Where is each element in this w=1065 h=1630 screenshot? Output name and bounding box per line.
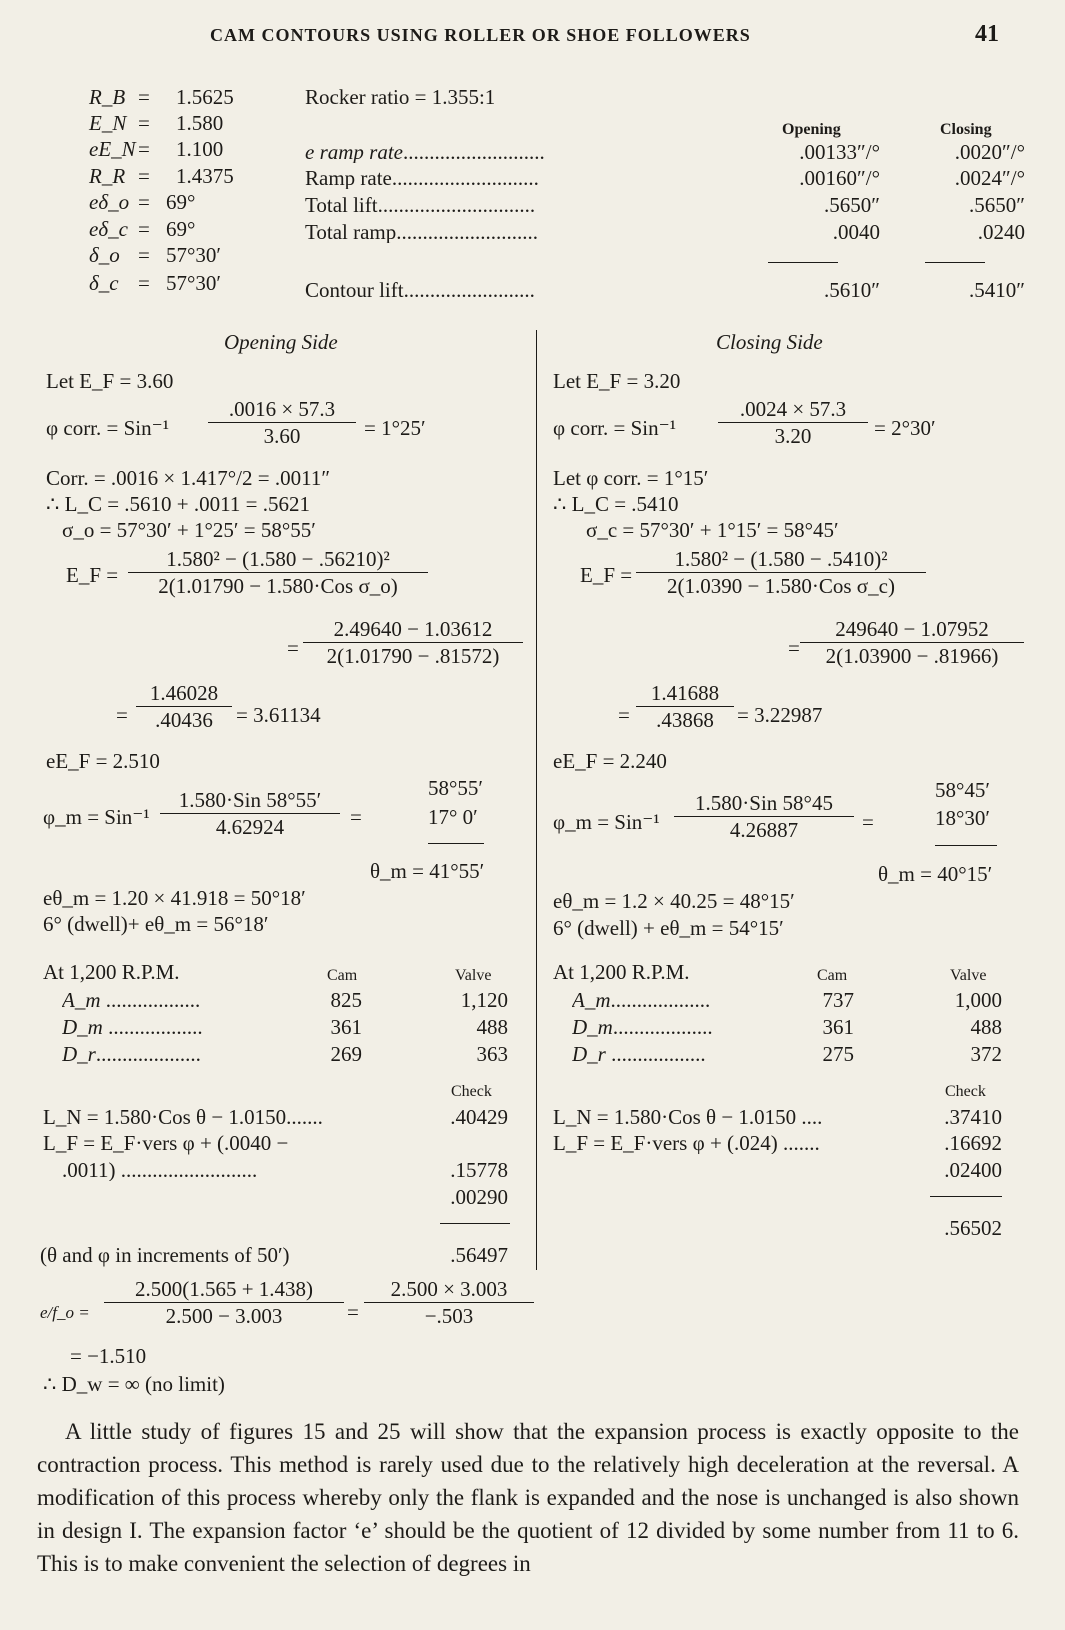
const-eq: = <box>138 243 150 267</box>
cam-value: 361 <box>822 1015 854 1039</box>
const-symbol: δ_c <box>89 271 119 295</box>
table-row: D_r.................... <box>62 1044 201 1065</box>
phim-lhs: φ_m = Sin⁻¹ <box>43 805 150 829</box>
cam-value: 275 <box>822 1042 854 1066</box>
dwell-line: 6° (dwell) + eθ_m = 54°15′ <box>553 916 784 940</box>
section-heading: Opening Side <box>224 330 338 354</box>
const-symbol: eE_N <box>89 137 136 161</box>
col-header-opening: Opening <box>782 121 841 138</box>
extra-value: .00290 <box>450 1185 508 1209</box>
lift-opening-value: .0040 <box>832 220 880 244</box>
const-value: 1.5625 <box>176 85 234 109</box>
ef-result: = 3.22987 <box>737 703 823 727</box>
const-symbol: E_N <box>89 111 127 135</box>
phi-corr-fraction: .0024 × 57.3 3.20 <box>718 398 868 447</box>
lift-row-label: Total lift.............................. <box>305 195 536 216</box>
phim-angle-b: 18°30′ <box>935 806 990 830</box>
const-value: 1.580 <box>176 111 224 135</box>
lf-value: .15778 <box>450 1158 508 1182</box>
let-phi-line: Let φ corr. = 1°15′ <box>553 466 709 490</box>
extra-value: .02400 <box>944 1158 1002 1182</box>
check-label: Check <box>451 1083 492 1100</box>
ef-lhs: e/f_o = <box>40 1303 90 1322</box>
eef-line: eE_F = 2.510 <box>46 749 160 773</box>
table-row: D_m................... <box>572 1017 713 1038</box>
ln-value: .40429 <box>450 1105 508 1129</box>
sub-rule <box>935 845 997 846</box>
phim-angle-a: 58°55′ <box>428 776 483 800</box>
eef-line: eE_F = 2.240 <box>553 749 667 773</box>
lf-line-cont: .0011) .......................... <box>62 1160 258 1181</box>
const-eq: = <box>138 137 150 161</box>
const-eq: = <box>138 271 150 295</box>
col-header-cam: Cam <box>327 967 358 984</box>
phim-angle-b: 17° 0′ <box>428 805 478 829</box>
ln-value: .37410 <box>944 1105 1002 1129</box>
valve-value: 1,000 <box>954 988 1002 1012</box>
rpm-heading: At 1,200 R.P.M. <box>43 960 180 984</box>
const-value: 69° <box>166 190 196 214</box>
valve-value: 363 <box>476 1042 508 1066</box>
lf-line: L_F = E_F·vers φ + (.0040 − <box>43 1131 289 1155</box>
phi-corr-lhs: φ corr. = Sin⁻¹ <box>553 416 677 440</box>
body-paragraph: A little study of figures 15 and 25 will show that the expansion process is exactly opposite to the contraction process. This method is rarely used due to the relatively high deceleration at the reversal. A modification of this process whereby only the flank is expanded and the nose is unchanged is also shown in design I. The expansion factor ‘e’ should be the quotient of 12 divided by some number from 11 to 6. This is to make convenient the selection of degrees in <box>37 1419 1019 1576</box>
equals: = <box>788 636 800 660</box>
ef-lhs: E_F = <box>66 563 119 587</box>
lift-row-label: Contour lift......................... <box>305 280 535 301</box>
etheta-line: eθ_m = 1.2 × 40.25 = 48°15′ <box>553 889 795 913</box>
phi-corr-result: = 1°25′ <box>364 416 426 440</box>
equals: = <box>862 810 874 834</box>
lift-closing-value: .5410″ <box>969 278 1025 302</box>
sum-rule <box>930 1196 1002 1197</box>
valve-value: 488 <box>970 1015 1002 1039</box>
page-number: 41 <box>975 21 999 47</box>
col-header-closing: Closing <box>940 121 992 138</box>
expansion-fraction-1: 2.500(1.565 + 1.438) 2.500 − 3.003 <box>104 1278 344 1327</box>
expansion-result: = −1.510 <box>70 1344 147 1368</box>
ef-step2-fraction: 2.49640 − 1.03612 2(1.01790 − .81572) <box>303 618 523 667</box>
phim-angle-a: 58°45′ <box>935 778 990 802</box>
lift-closing-value: .0240 <box>977 220 1025 244</box>
lift-opening-value: .5610″ <box>824 278 880 302</box>
table-row: D_m .................. <box>62 1017 203 1038</box>
const-eq: = <box>138 164 150 188</box>
const-value: 57°30′ <box>166 243 221 267</box>
cam-value: 825 <box>330 988 362 1012</box>
lift-opening-value: .00160″/° <box>799 166 880 190</box>
sum-rule <box>440 1223 510 1224</box>
table-row: A_m .................. <box>62 990 201 1011</box>
phim-fraction: 1.580·Sin 58°55′ 4.62924 <box>160 789 340 838</box>
col-header-cam: Cam <box>817 967 848 984</box>
col-header-valve: Valve <box>950 967 987 984</box>
ef-result: = 3.61134 <box>236 703 321 727</box>
lf-line: L_F = E_F·vers φ + (.024) ....... <box>553 1133 820 1154</box>
section-heading: Closing Side <box>716 330 823 354</box>
cam-value: 361 <box>330 1015 362 1039</box>
equals: = <box>116 703 128 727</box>
rocker-ratio: Rocker ratio = 1.355:1 <box>305 85 496 109</box>
let-ef: Let E_F = 3.60 <box>46 369 174 393</box>
sum-rule <box>768 262 838 263</box>
valve-value: 1,120 <box>460 988 508 1012</box>
cam-value: 269 <box>330 1042 362 1066</box>
const-value: 57°30′ <box>166 271 221 295</box>
dw-line: ∴ D_w = ∞ (no limit) <box>43 1372 225 1396</box>
sigma-line: σ_o = 57°30′ + 1°25′ = 58°55′ <box>62 518 316 542</box>
valve-value: 488 <box>476 1015 508 1039</box>
check-label: Check <box>945 1083 986 1100</box>
equals: = <box>287 636 299 660</box>
column-divider <box>536 330 537 1270</box>
ef-step3-fraction: 1.41688 .43868 <box>636 682 734 731</box>
equals: = <box>350 805 362 829</box>
expansion-fraction-2: 2.500 × 3.003 −.503 <box>364 1278 534 1327</box>
const-symbol: δ_o <box>89 243 120 267</box>
corr-line: Corr. = .0016 × 1.417°/2 = .0011″ <box>46 466 331 490</box>
cam-value: 737 <box>822 988 854 1012</box>
const-eq: = <box>138 85 150 109</box>
dwell-line: 6° (dwell)+ eθ_m = 56°18′ <box>43 912 269 936</box>
const-eq: = <box>138 190 150 214</box>
ef-fraction: 1.580² − (1.580 − .5410)² 2(1.0390 − 1.580·Cos σ_c) <box>636 548 926 597</box>
ef-step3-fraction: 1.46028 .40436 <box>136 682 232 731</box>
lc-line: ∴ L_C = .5410 <box>553 492 679 516</box>
phi-corr-result: = 2°30′ <box>874 416 936 440</box>
thetam-line: θ_m = 41°55′ <box>370 859 485 883</box>
lift-row-label: Total ramp........................... <box>305 222 538 243</box>
sigma-line: σ_c = 57°30′ + 1°15′ = 58°45′ <box>586 518 839 542</box>
phim-fraction: 1.580·Sin 58°45 4.26887 <box>674 792 854 841</box>
let-ef: Let E_F = 3.20 <box>553 369 681 393</box>
ef-step2-fraction: 249640 − 1.07952 2(1.03900 − .81966) <box>800 618 1024 667</box>
table-row: D_r .................. <box>572 1044 706 1065</box>
sub-rule <box>428 843 484 844</box>
rpm-heading: At 1,200 R.P.M. <box>553 960 690 984</box>
etheta-line: eθ_m = 1.20 × 41.918 = 50°18′ <box>43 886 306 910</box>
const-eq: = <box>138 111 150 135</box>
const-value: 1.4375 <box>176 164 234 188</box>
phim-lhs: φ_m = Sin⁻¹ <box>553 810 660 834</box>
sum-rule <box>925 262 985 263</box>
equals: = <box>347 1300 359 1324</box>
const-symbol: R_B <box>89 85 126 109</box>
lift-closing-value: .0020″/° <box>954 140 1025 164</box>
sum-value: .56497 <box>450 1243 508 1267</box>
col-header-valve: Valve <box>455 967 492 984</box>
ln-line: L_N = 1.580·Cos θ − 1.0150 .... <box>553 1107 823 1128</box>
ln-line: L_N = 1.580·Cos θ − 1.0150....... <box>43 1107 323 1128</box>
lift-row-label: e ramp rate........................... <box>305 142 545 163</box>
table-row: A_m................... <box>572 990 711 1011</box>
phi-corr-lhs: φ corr. = Sin⁻¹ <box>46 416 170 440</box>
lift-row-label: Ramp rate............................ <box>305 168 539 189</box>
valve-value: 372 <box>970 1042 1002 1066</box>
equals: = <box>618 703 630 727</box>
const-value: 1.100 <box>176 137 224 161</box>
increments-note: (θ and φ in increments of 50′) <box>40 1243 290 1267</box>
const-value: 69° <box>166 217 196 241</box>
lf-value: .16692 <box>944 1131 1002 1155</box>
const-symbol: R_R <box>89 164 126 188</box>
lift-opening-value: .5650″ <box>824 193 880 217</box>
phi-corr-fraction: .0016 × 57.3 3.60 <box>208 398 356 447</box>
const-symbol: eδ_o <box>89 190 130 214</box>
const-symbol: eδ_c <box>89 217 128 241</box>
ef-fraction: 1.580² − (1.580 − .56210)² 2(1.01790 − 1.580·Cos σ_o) <box>128 548 428 597</box>
ef-lhs: E_F = <box>580 563 633 587</box>
const-eq: = <box>138 217 150 241</box>
thetam-line: θ_m = 40°15′ <box>878 862 993 886</box>
running-header: CAM CONTOURS USING ROLLER OR SHOE FOLLOWERS <box>210 25 751 45</box>
lift-closing-value: .5650″ <box>969 193 1025 217</box>
lift-opening-value: .00133″/° <box>799 140 880 164</box>
lc-line: ∴ L_C = .5610 + .0011 = .5621 <box>46 492 310 516</box>
sum-value: .56502 <box>944 1216 1002 1240</box>
lift-closing-value: .0024″/° <box>954 166 1025 190</box>
